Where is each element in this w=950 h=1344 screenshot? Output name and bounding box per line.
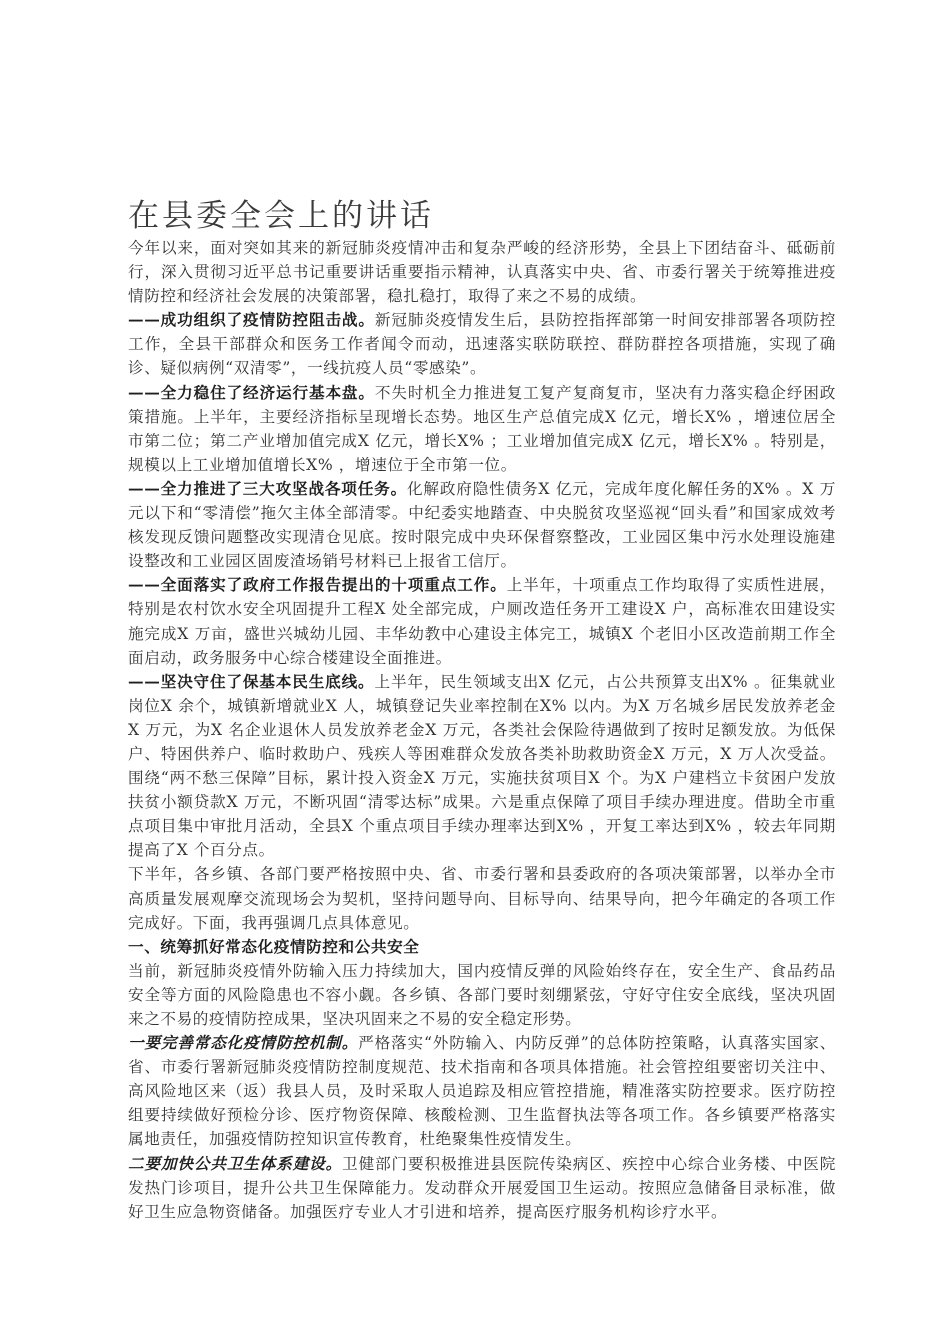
achievement-text: 上半年，十项重点工作均取得了实质性进展，特别是农村饮水安全巩固提升工程X 处全部完成，户厕改造任务开工建设X 户，高标准农田建设实施完成X 万亩，盛世兴城幼儿园、丰华幼教中心建设主体完工，城镇X 个老旧小区改造前期工作全面启动，政务服务中心综合楼建设全面推进。 bbox=[128, 576, 836, 667]
intro-paragraph: 今年以来，面对突如其来的新冠肺炎疫情冲击和复杂严峻的经济形势，全县上下团结奋斗、砥砺前行，深入贯彻习近平总书记重要讲话重要指示精神，认真落实中央、省、市委行署关于统筹推进疫情防控和经济社会发展的决策部署，稳扎稳打，取得了来之不易的成绩。 bbox=[128, 239, 836, 306]
document-body bbox=[128, 236, 836, 1224]
point-paragraph bbox=[128, 1152, 836, 1224]
point-lead: 二要加快公共卫生体系建设。 bbox=[128, 1153, 343, 1173]
achievement-text: 上半年，民生领域支出X 亿元，占公共预算支出X% 。征集就业岗位X 余个，城镇新增就业X 人，城镇登记失业率控制在X% 以内。为X 万名城乡居民发放养老金X 万元，为X 名企业退休人员发放养老金X 万元，各类社会保险待遇做到了按时足额发放。为低保户、特困供养户、临时救助户、残疾人等困难群众发放各类补助救助资金X 万元，X 万人次受益。围绕“两不愁三保障”目标，累计投入资金X 万元，实施扶贫项目X 个。为X 户建档立卡贫困户发放扶贫小额贷款X 万元，不断巩固“清零达标”成果。六是重点保障了项目手续办理进度。借助全市重点项目集中审批月活动，全县X 个重点项目手续办理率达到X% ，开复工率达到X% ，较去年同期提高了X 个百分点。 bbox=[128, 672, 836, 860]
achievement-paragraph bbox=[128, 670, 836, 863]
section-heading: 一、统筹抓好常态化疫情防控和公共安全 bbox=[128, 937, 420, 956]
achievement-text: 化解政府隐性债务X 亿元，完成年度化解任务的X% 。X 万元以下和“零清偿”拖欠主体全部清零。中纪委实地踏查、中央脱贫攻坚巡视“回头看”和国家成效考核发现反馈问题整改实现清仓见底。按时限完成中央环保督察整改，工业园区集中污水处理设施建设整改和工业园区固废渣场销号材料已上报省工信厅。 bbox=[128, 479, 836, 571]
transition-paragraph: 下半年，各乡镇、各部门要严格按照中央、省、市委行署和县委政府的各项决策部署，以举办全市高质量发展观摩交流现场会为契机，坚持问题导向、目标导向、结果导向，把今年确定的各项工作完成好。下面，我再强调几点具体意见。 bbox=[128, 865, 836, 932]
achievement-paragraph bbox=[128, 477, 836, 573]
achievement-lead: ——全力推进了三大攻坚战各项任务。 bbox=[128, 478, 407, 498]
achievement-lead: ——成功组织了疫情防控阻击战。 bbox=[128, 310, 375, 330]
achievement-paragraph bbox=[128, 381, 836, 477]
achievement-lead: ——全力稳住了经济运行基本盘。 bbox=[128, 382, 375, 402]
point-lead: 一要完善常态化疫情防控机制。 bbox=[128, 1033, 359, 1053]
section-intro-paragraph: 当前，新冠肺炎疫情外防输入压力持续加大，国内疫情反弹的风险始终存在，安全生产、食品药品安全等方面的风险隐患也不容小觑。各乡镇、各部门要时刻绷紧弦，守好守住安全底线，坚决巩固来之不易的疫情防控成果，坚决巩固来之不易的安全稳定形势。 bbox=[128, 961, 836, 1028]
achievement-paragraph bbox=[128, 308, 836, 380]
point-paragraph bbox=[128, 1031, 836, 1151]
achievement-text: 不失时机全力推进复工复产复商复市，坚决有力落实稳企纾困政策措施。上半年，主要经济指标呈现增长态势。地区生产总值完成X 亿元，增长X% ，增速位居全市第二位；第二产业增加值完成X 亿元，增长X% ；工业增加值完成X 亿元，增长X% 。特别是，规模以上工业增加值增长X% ，增速位于全市第一位。 bbox=[128, 383, 836, 474]
achievement-lead: ——坚决守住了保基本民生底线。 bbox=[128, 671, 375, 691]
page-title: 在县委全会上的讲话 bbox=[128, 198, 434, 234]
point-text: 严格落实“外防输入、内防反弹”的总体防控策略，认真落实国家、省、市委行署新冠肺炎疫情防控制度规范、技术指南和各项具体措施。社会管控组要密切关注中、高风险地区来（返）我县人员，及时采取人员追踪及相应管控措施，精准落实防控要求。医疗防控组要持续做好预检分诊、医疗物资保障、核酸检测、卫生监督执法等各项工作。各乡镇要严格落实属地责任，加强疫情防控知识宣传教育，杜绝聚集性疫情发生。 bbox=[128, 1034, 836, 1149]
point-text: 卫健部门要积极推进县医院传染病区、疾控中心综合业务楼、中医院发热门诊项目，提升公共卫生保障能力。发动群众开展爱国卫生运动。按照应急储备目录标准，做好卫生应急物资储备。加强医疗专业人才引进和培养，提高医疗服务机构诊疗水平。 bbox=[128, 1154, 836, 1221]
achievement-lead: ——全面落实了政府工作报告提出的十项重点工作。 bbox=[128, 575, 507, 595]
achievement-paragraph bbox=[128, 573, 836, 669]
achievement-text: 新冠肺炎疫情发生后，县防控指挥部第一时间安排部署各项防控工作，全县干部群众和医务工作者闻令而动，迅速落实联防联控、群防群控各项措施，实现了确诊、疑似病例“双清零”，一线抗疫人员“零感染”。 bbox=[128, 311, 836, 378]
